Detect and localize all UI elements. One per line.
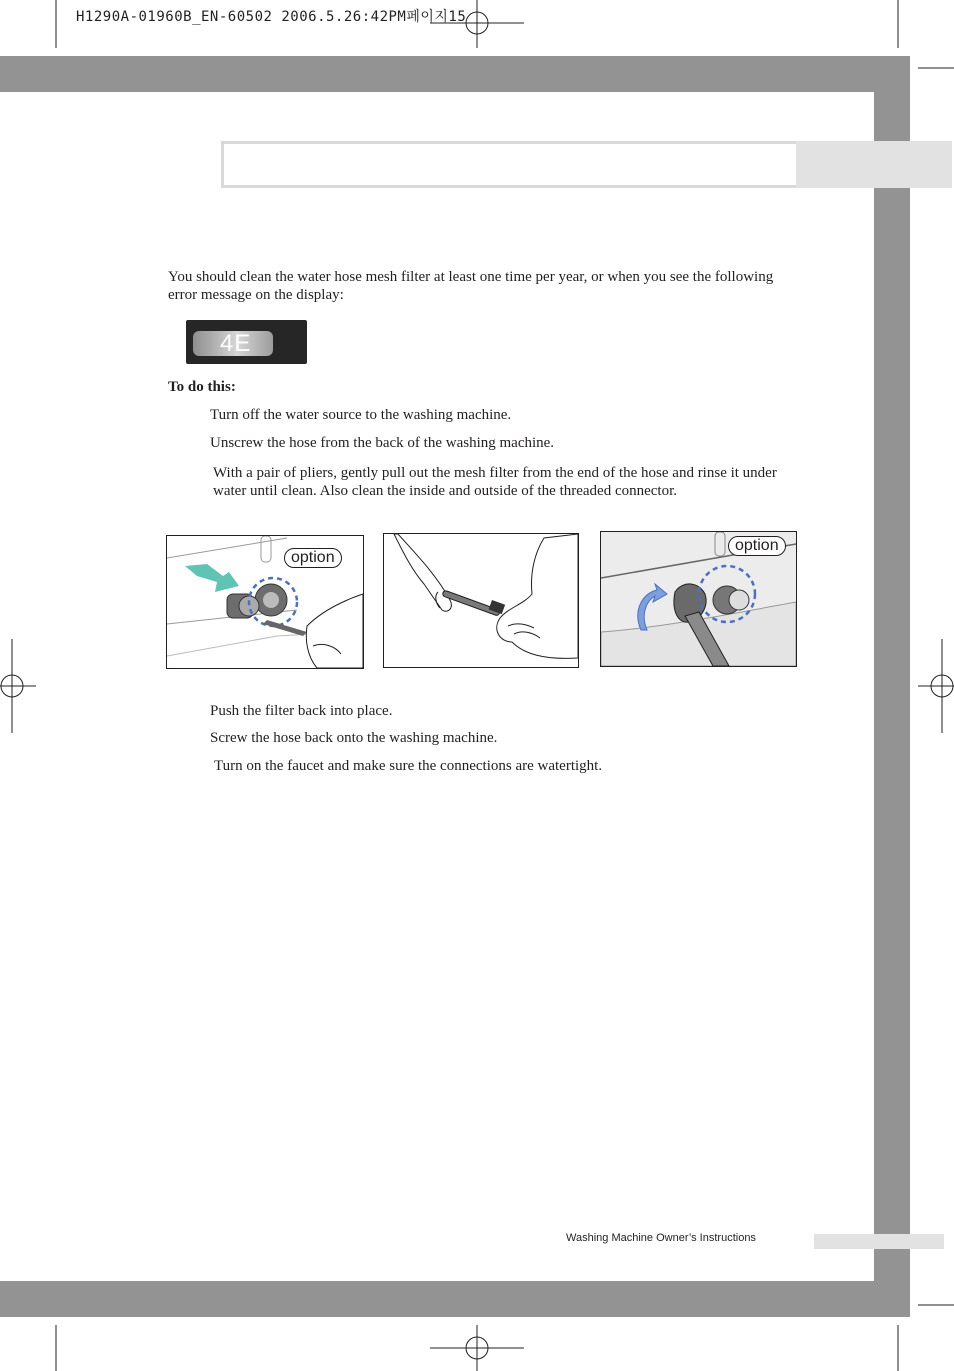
step-unscrew-hose: Unscrew the hose from the back of the washing machine. (210, 435, 555, 451)
illustration-reattach-hose (600, 531, 797, 667)
step-clean-filter: With a pair of pliers, gently pull out the mesh filter from the end of the hose and rinse it under water until clean. Also clean the inside and outside of the threaded connector. (213, 465, 777, 499)
intro-paragraph: You should clean the water hose mesh filter at least one time per year, or when you see the following error message on the display: (168, 269, 774, 303)
error-code: 4E (193, 331, 273, 356)
illustration-remove-filter (166, 535, 364, 669)
registration-mark-right (918, 639, 954, 733)
option-label-2: option (728, 536, 786, 556)
registration-mark-bottom (430, 1325, 524, 1371)
step-push-filter: Push the filter back into place. (210, 703, 393, 719)
right-band (874, 92, 910, 1282)
brush-filter-drawing (384, 534, 578, 667)
step-turn-off-water: Turn off the water source to the washing machine. (210, 407, 512, 423)
illustration-brush-filter (383, 533, 579, 668)
registration-mark-left (0, 639, 36, 733)
step-turn-on-faucet: Turn on the faucet and make sure the connections are watertight. (214, 758, 603, 774)
section-title-tab (796, 141, 952, 188)
top-band (0, 56, 910, 92)
footer-title: Washing Machine Owner’s Instructions (566, 1232, 756, 1244)
print-header: H1290A-01960B_EN-60502 2006.5.26:42PM페이지15 (76, 9, 467, 25)
step-screw-hose: Screw the hose back onto the washing machine. (210, 730, 498, 746)
todo-heading: To do this: (168, 379, 236, 395)
error-display (186, 320, 307, 364)
footer-page-tab (814, 1234, 944, 1249)
option-label-1: option (284, 548, 342, 568)
section-title-box (221, 141, 796, 188)
bottom-band (0, 1281, 910, 1317)
